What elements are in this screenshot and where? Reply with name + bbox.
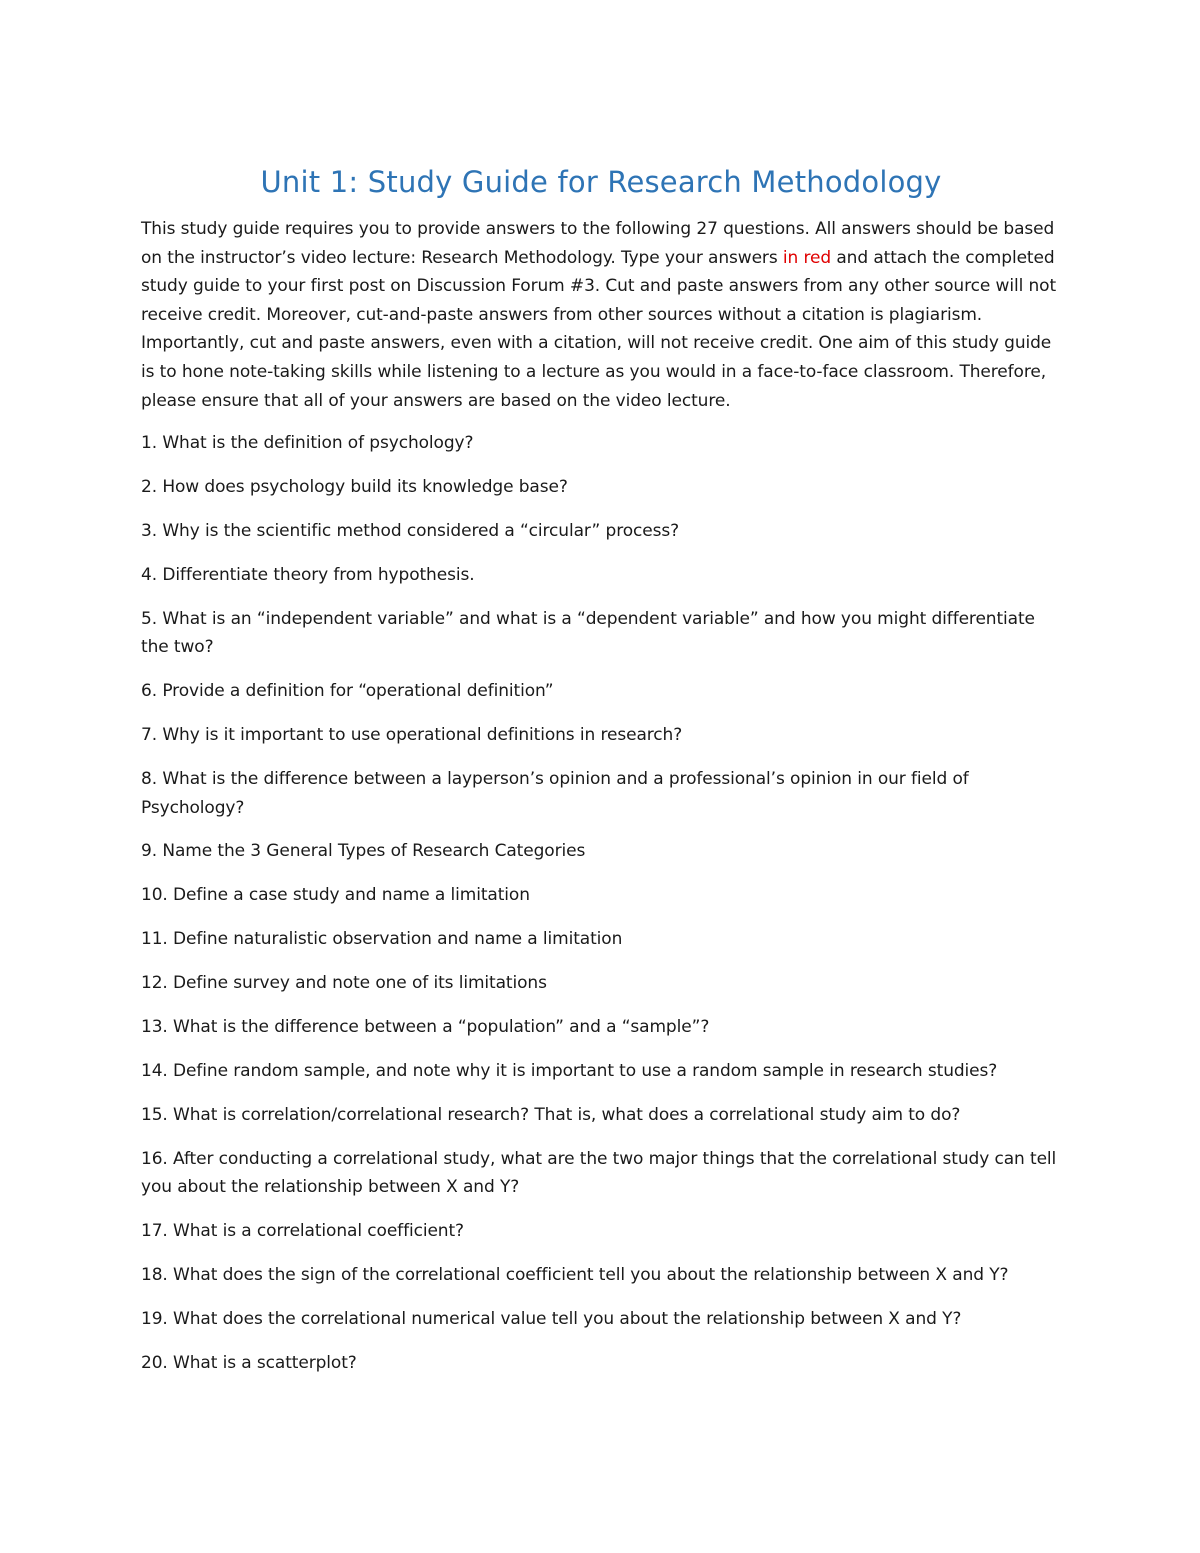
question-1: 1. What is the definition of psychology? bbox=[141, 433, 474, 454]
question-13: 13. What is the difference between a “population” and a “sample”? bbox=[141, 1017, 710, 1038]
intro-text-part2: and attach the completed study guide to your first post on Discussion Forum #3. Cut and paste answers from any other source will not receive credit. Moreover, cut-and-paste answers from other sources without a citation is plagiarism. Importantly, cut and paste answers, even with a citation, will not receive credit. One aim of this study guide is to hone note-taking skills while listening to a lecture as you would in a face-to-face classroom. Therefore, please ensure that all of your answers are based on the video lecture. bbox=[141, 247, 1057, 411]
question-4: 4. Differentiate theory from hypothesis. bbox=[141, 564, 475, 585]
question-5: 5. What is an “independent variable” and what is a “dependent variable” and how you might differentiate the two? bbox=[141, 608, 1035, 658]
question-18: 18. What does the sign of the correlational coefficient tell you about the relationship between X and Y? bbox=[141, 1265, 1009, 1286]
document-title: Unit 1: Study Guide for Research Methodology bbox=[260, 165, 942, 199]
question-14: 14. Define random sample, and note why it is important to use a random sample in research studies? bbox=[141, 1060, 998, 1081]
question-16: 16. After conducting a correlational study, what are the two major things that the correlational study can tell you about the relationship between X and Y? bbox=[141, 1148, 1057, 1198]
question-20: 20. What is a scatterplot? bbox=[141, 1352, 357, 1373]
intro-paragraph bbox=[141, 215, 1061, 415]
question-19: 19. What does the correlational numerical value tell you about the relationship between X and Y? bbox=[141, 1308, 962, 1329]
question-17: 17. What is a correlational coefficient? bbox=[141, 1221, 464, 1242]
intro-text-part1: This study guide requires you to provide answers to the following 27 questions. All answers should be based on the instructor’s video lecture: Research Methodology. Type your answers bbox=[141, 219, 1055, 268]
question-12: 12. Define survey and note one of its limitations bbox=[141, 973, 547, 994]
question-10: 10. Define a case study and name a limitation bbox=[141, 885, 530, 906]
document-body bbox=[141, 163, 1061, 1393]
question-2: 2. How does psychology build its knowledge base? bbox=[141, 477, 568, 498]
question-11: 11. Define naturalistic observation and name a limitation bbox=[141, 929, 623, 950]
question-15: 15. What is correlation/correlational research? That is, what does a correlational study aim to do? bbox=[141, 1104, 961, 1125]
question-8: 8. What is the difference between a layperson’s opinion and a professional’s opinion in our field of Psychology? bbox=[141, 768, 969, 818]
question-9: 9. Name the 3 General Types of Research Categories bbox=[141, 841, 586, 862]
question-7: 7. Why is it important to use operational definitions in research? bbox=[141, 725, 683, 746]
question-6: 6. Provide a definition for “operational definition” bbox=[141, 681, 554, 702]
intro-highlight-in-red: in red bbox=[782, 247, 832, 268]
question-3: 3. Why is the scientific method considered a “circular” process? bbox=[141, 520, 680, 541]
